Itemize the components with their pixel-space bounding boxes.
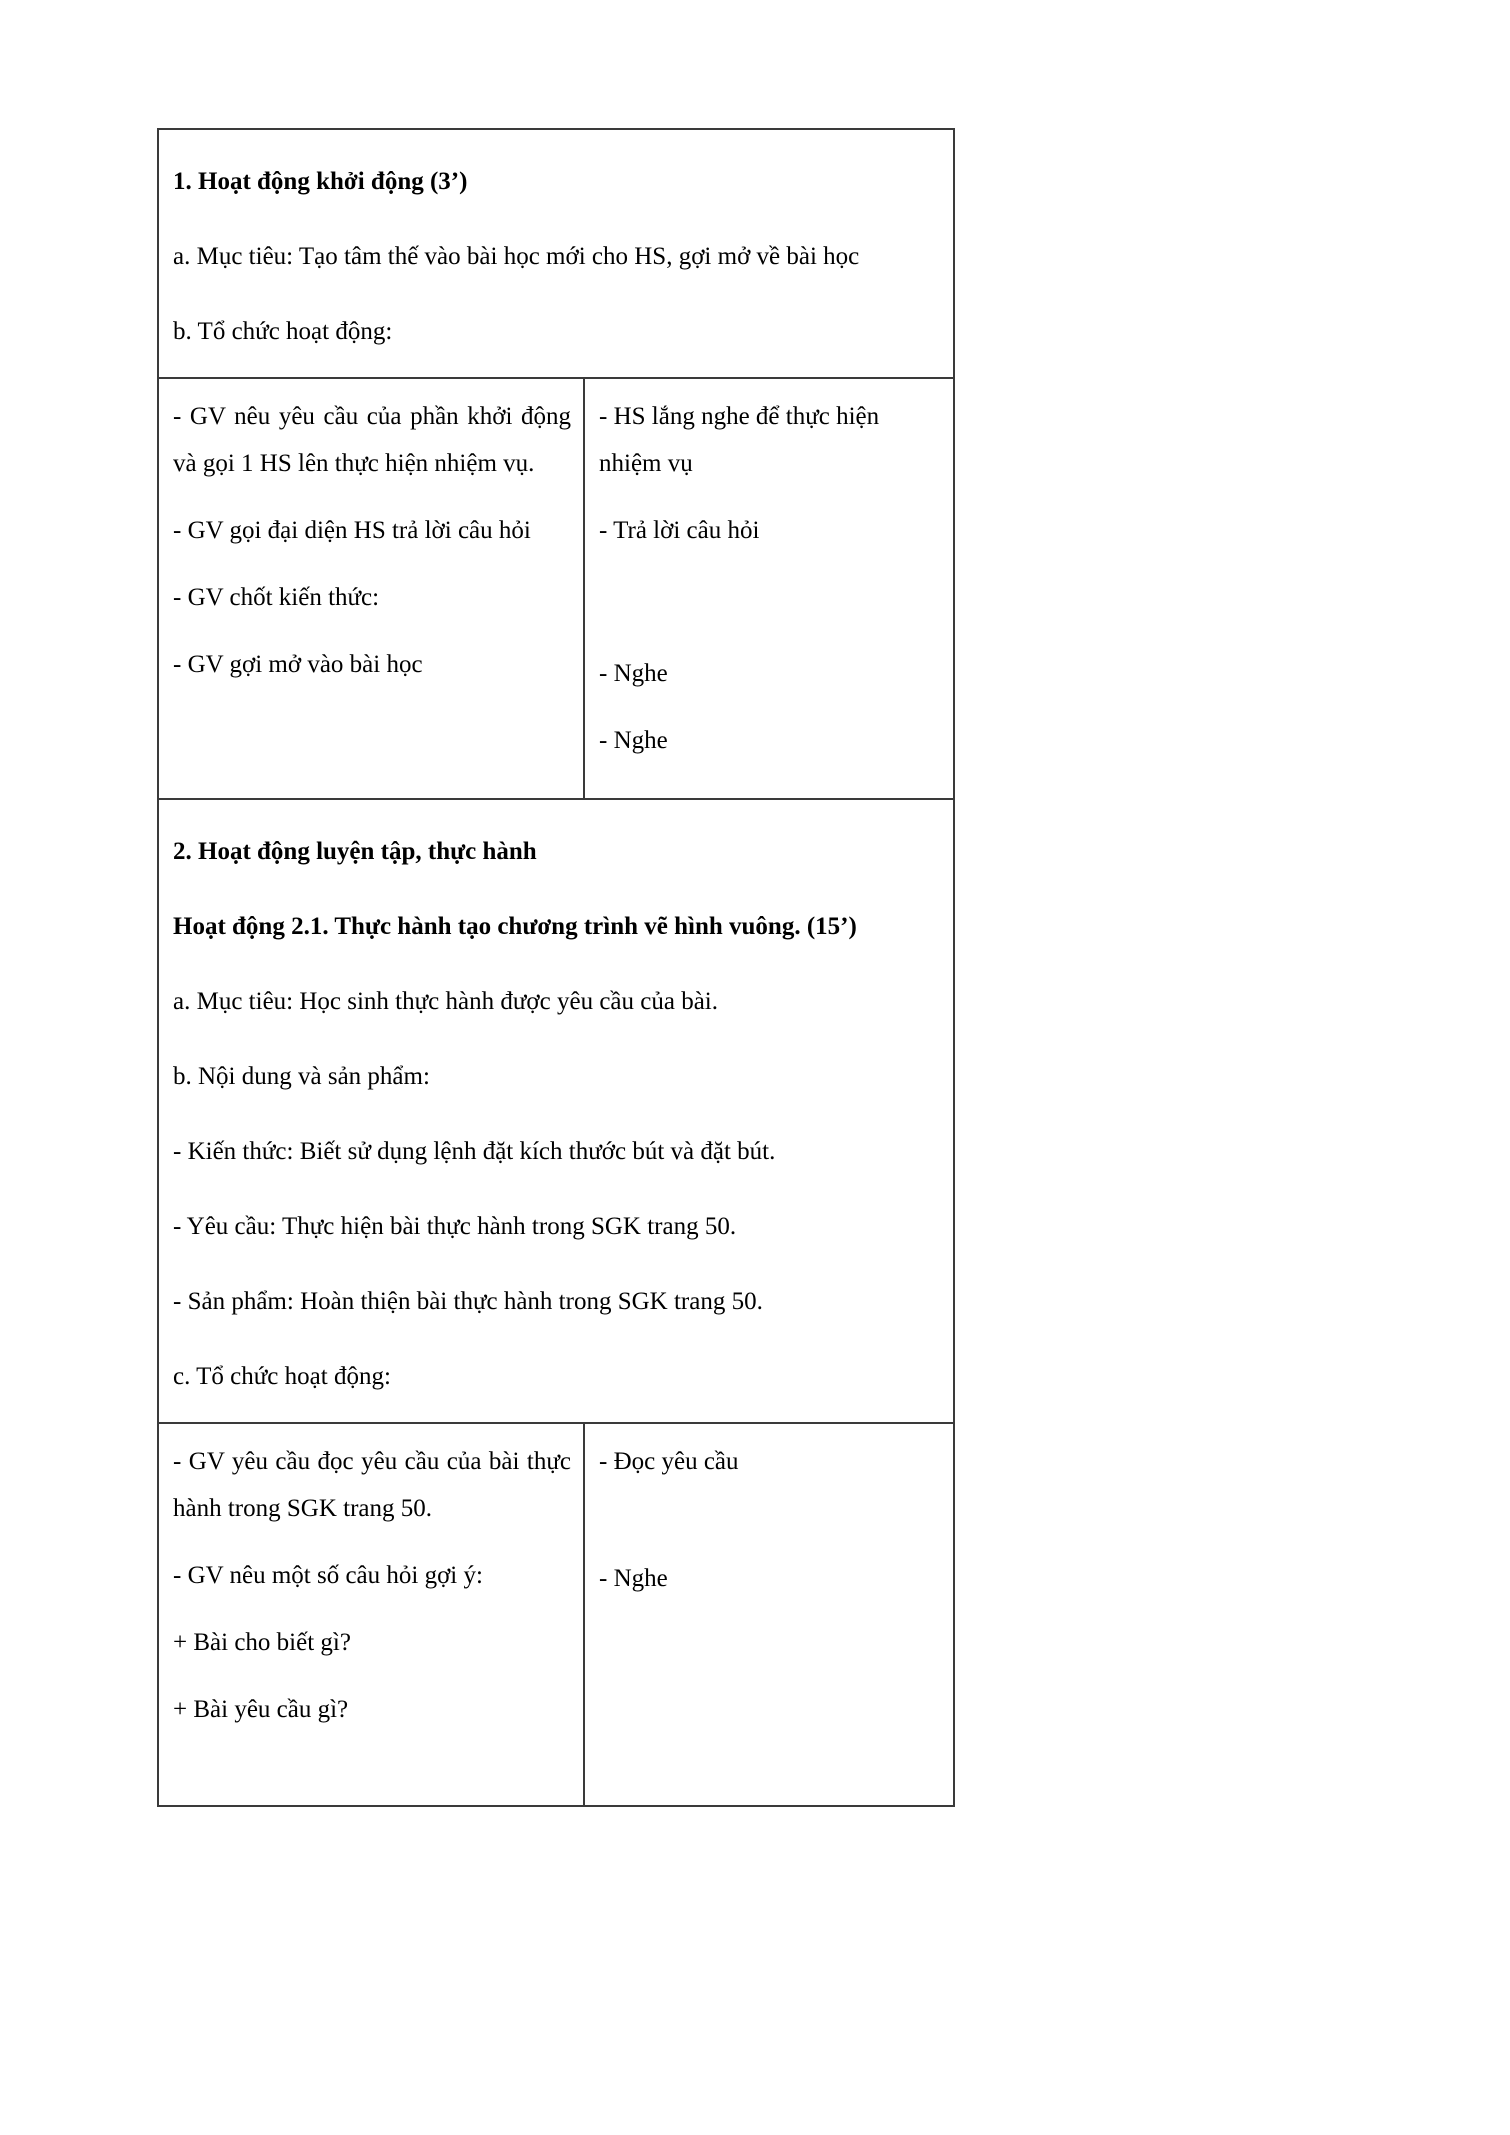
- section-1-student-item-2: - Trả lời câu hỏi: [599, 517, 760, 544]
- section-1-teacher-cell: [159, 378, 584, 798]
- section-1-activity-table: [159, 377, 953, 798]
- section-2-bullet-3: - Sản phẩm: Hoàn thiện bài thực hành trong SGK trang 50.: [173, 1288, 763, 1315]
- section-2-student-cell: [584, 1423, 953, 1805]
- section-2-teacher-item-1: - GV yêu cầu đọc yêu cầu của bài thực hành trong SGK trang 50.: [173, 1448, 578, 1522]
- section-2-content-line: b. Nội dung và sản phẩm:: [173, 1063, 430, 1090]
- section-2-bullet-1: - Kiến thức: Biết sử dụng lệnh đặt kích thước bút và đặt bút.: [173, 1138, 776, 1165]
- section-1-student-item-4: - Nghe: [599, 727, 668, 754]
- section-2-student-item-2: - Nghe: [599, 1565, 668, 1592]
- section-2-subheading: Hoạt động 2.1. Thực hành tạo chương trình vẽ hình vuông. (15’): [173, 913, 857, 940]
- table-row: [159, 1423, 953, 1805]
- section-2-organize-line: c. Tổ chức hoạt động:: [173, 1363, 391, 1390]
- section-2-bullet-2: - Yêu cầu: Thực hiện bài thực hành trong SGK trang 50.: [173, 1213, 737, 1240]
- section-1-student-item-1: - HS lắng nghe để thực hiện nhiệm vụ: [599, 403, 886, 477]
- section-2-teacher-cell: [159, 1423, 584, 1805]
- section-1-student-cell: [584, 378, 953, 798]
- section-1-header-block: [159, 130, 953, 377]
- section-2-activity-table: [159, 1422, 953, 1805]
- lesson-plan-frame: [157, 128, 955, 1807]
- section-2-goal-line: a. Mục tiêu: Học sinh thực hành được yêu cầu của bài.: [173, 988, 719, 1015]
- section-2-student-item-1: - Đọc yêu cầu: [599, 1448, 739, 1475]
- section-1-teacher-item-2: - GV gọi đại diện HS trả lời câu hỏi: [173, 517, 531, 544]
- section-1-teacher-item-4: - GV gợi mở vào bài học: [173, 651, 423, 678]
- section-1-goal-line: a. Mục tiêu: Tạo tâm thế vào bài học mới cho HS, gợi mở về bài học: [173, 243, 860, 270]
- section-2-header-block: [159, 798, 953, 1422]
- section-1-organize-line: b. Tổ chức hoạt động:: [173, 318, 393, 345]
- section-2-teacher-item-2: - GV nêu một số câu hỏi gợi ý:: [173, 1562, 483, 1589]
- section-1-heading: 1. Hoạt động khởi động (3’): [173, 168, 468, 195]
- section-1-teacher-item-3: - GV chốt kiến thức:: [173, 584, 380, 611]
- section-1-student-item-3: - Nghe: [599, 660, 668, 687]
- section-1-teacher-item-1: - GV nêu yêu cầu của phần khởi động và gọi 1 HS lên thực hiện nhiệm vụ.: [173, 403, 578, 477]
- table-row: [159, 378, 953, 798]
- section-2-heading: 2. Hoạt động luyện tập, thực hành: [173, 838, 537, 865]
- section-2-teacher-item-3: + Bài cho biết gì?: [173, 1629, 351, 1656]
- section-2-teacher-item-4: + Bài yêu cầu gì?: [173, 1696, 349, 1723]
